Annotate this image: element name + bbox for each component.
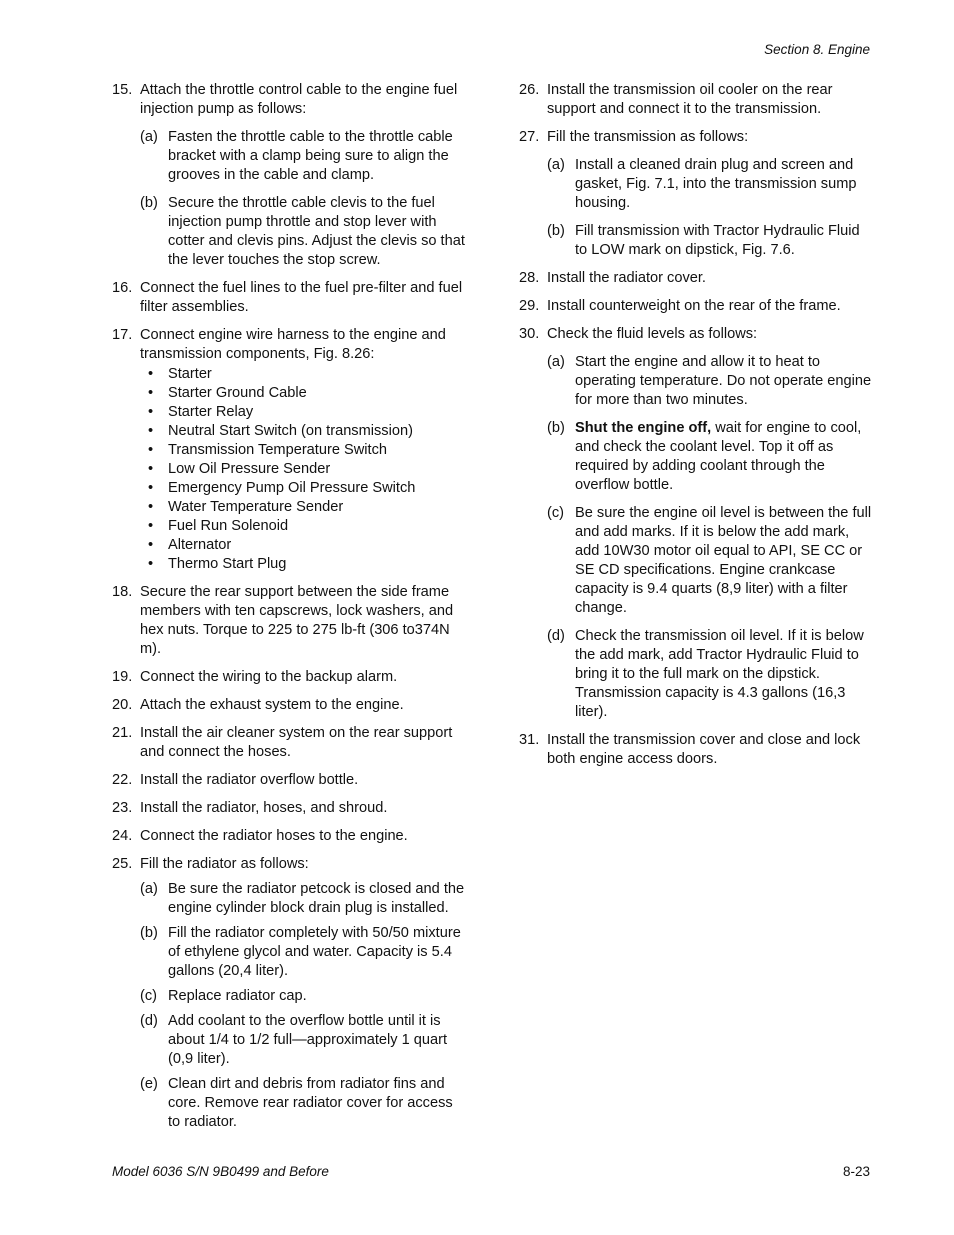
step-18: [112, 583, 468, 659]
step-number: 26.: [519, 82, 540, 98]
substep-30b: [547, 419, 875, 495]
substep-label: (a): [140, 129, 158, 145]
substep-label: (b): [140, 925, 158, 941]
bullet-icon: •: [148, 480, 154, 496]
step-27: [519, 128, 875, 260]
step-text: Install the radiator, hoses, and shroud.: [140, 800, 388, 816]
bullet-icon: •: [148, 461, 154, 477]
step-25: [112, 855, 468, 1132]
substep-text: Start the engine and allow it to heat to operating temperature. Do not operate engine for more than two minutes.: [575, 354, 872, 408]
step-16: [112, 279, 468, 317]
step-text: Install the radiator overflow bottle.: [140, 772, 359, 788]
list-item: • Thermo Start Plug: [148, 556, 287, 572]
substep-label: (a): [140, 881, 158, 897]
substep-text: Be sure the radiator petcock is closed and the engine cylinder block drain plug is installed.: [168, 881, 465, 916]
step-number: 25.: [112, 856, 133, 872]
step-number: 31.: [519, 732, 540, 748]
step-text: Fill the radiator as follows:: [140, 856, 309, 872]
step-text: Connect the fuel lines to the fuel pre-filter and fuel filter assemblies.: [140, 280, 463, 315]
substep-label: (c): [140, 988, 158, 1004]
step-text: Connect engine wire harness to the engine and transmission components, Fig. 8.26:: [140, 327, 446, 362]
list-item: • Low Oil Pressure Sender: [148, 461, 331, 477]
page-footer: [112, 1162, 870, 1181]
step-number: 24.: [112, 828, 133, 844]
step-15: [112, 81, 468, 270]
step-number: 18.: [112, 584, 133, 600]
step-text: Attach the exhaust system to the engine.: [140, 697, 404, 713]
substep-text: Shut the engine off, wait for engine to cool, and check the coolant level. Top it off as required by adding coolant through the overflow bottle.: [575, 420, 862, 493]
list-item: • Neutral Start Switch (on transmission): [148, 423, 413, 439]
substep-text: Fill transmission with Tractor Hydraulic Fluid to LOW mark on dipstick, Fig. 7.6.: [575, 223, 860, 258]
step-text: Fill the transmission as follows:: [547, 129, 749, 145]
list-item: • Water Temperature Sender: [148, 499, 344, 515]
step-number: 21.: [112, 725, 133, 741]
step-31: [519, 731, 875, 769]
bullet-icon: •: [148, 499, 154, 515]
step-number: 15.: [112, 82, 133, 98]
component-list: [140, 365, 468, 574]
bullet-icon: •: [148, 385, 154, 401]
bullet-icon: •: [148, 423, 154, 439]
step-number: 20.: [112, 697, 133, 713]
step-30: [519, 325, 875, 722]
step-number: 16.: [112, 280, 133, 296]
substep-label: (b): [547, 223, 565, 239]
bullet-icon: •: [148, 404, 154, 420]
list-item: • Alternator: [148, 537, 232, 553]
substep-30a: [547, 353, 875, 410]
step-text: Install the transmission oil cooler on the rear support and connect it to the transmission.: [547, 82, 833, 117]
list-item: • Emergency Pump Oil Pressure Switch: [148, 480, 416, 496]
substep-25e: [140, 1075, 468, 1132]
step-21: [112, 724, 468, 762]
step-text: Install the radiator cover.: [547, 270, 706, 286]
bullet-icon: •: [148, 556, 154, 572]
list-item: • Starter Ground Cable: [148, 385, 307, 401]
step-text: Install the air cleaner system on the rear support and connect the hoses.: [140, 725, 453, 760]
list-item: • Transmission Temperature Switch: [148, 442, 387, 458]
running-header: Section 8. Engine: [764, 42, 870, 57]
substep-15b: [140, 194, 468, 270]
substep-25b: [140, 924, 468, 981]
step-29: [519, 297, 875, 316]
step-22: [112, 771, 468, 790]
substep-label: (e): [140, 1076, 158, 1092]
substep-27b: [547, 222, 875, 260]
page-number: 8-23: [842, 1164, 870, 1179]
substep-text: Clean dirt and debris from radiator fins and core. Remove rear radiator cover for access to radiator.: [168, 1076, 453, 1130]
substep-30c: [547, 504, 875, 618]
substep-label: (a): [547, 157, 565, 173]
bullet-icon: •: [148, 442, 154, 458]
step-23: [112, 799, 468, 818]
step-28: [519, 269, 875, 288]
substep-label: (c): [547, 505, 565, 521]
step-number: 28.: [519, 270, 540, 286]
bullet-icon: •: [148, 518, 154, 534]
substep-text: Add coolant to the overflow bottle until it is about 1/4 to 1/2 full—approximately 1 quart (0,9 liter).: [168, 1013, 448, 1067]
list-item: • Fuel Run Solenoid: [148, 518, 289, 534]
step-number: 23.: [112, 800, 133, 816]
step-text: Install the transmission cover and close and lock both engine access doors.: [547, 732, 861, 767]
substep-15a: [140, 128, 468, 185]
substep-label: (b): [140, 195, 158, 211]
substep-25a: [140, 880, 468, 918]
substep-25c: [140, 987, 468, 1006]
substep-text: Fasten the throttle cable to the throttle cable bracket with a clamp being sure to align the grooves in the cable and clamp.: [168, 129, 453, 183]
substep-label: (d): [140, 1013, 158, 1029]
list-item: • Starter Relay: [148, 404, 254, 420]
step-text: Secure the rear support between the side frame members with ten capscrews, lock washers, and hex nuts. Torque to 225 to 275 lb-ft (306 to374N m).: [140, 584, 454, 657]
substep-text: Secure the throttle cable clevis to the fuel injection pump throttle and stop lever with cotter and clevis pins. Adjust the clevis so that the lever touches the stop screw.: [168, 195, 465, 268]
substep-text: Check the transmission oil level. If it is below the add mark, add Tractor Hydraulic Fluid to bring it to the full mark on the dipstick. Transmission capacity is 4.3 gallons (16,3 liter).: [575, 628, 864, 720]
list-item: • Starter: [148, 366, 212, 382]
step-text: Attach the throttle control cable to the engine fuel injection pump as follows:: [140, 82, 458, 117]
step-17: [112, 326, 468, 574]
model-info: Model 6036 S/N 9B0499 and Before: [112, 1164, 329, 1179]
substep-text: Replace radiator cap.: [168, 988, 307, 1004]
bullet-icon: •: [148, 537, 154, 553]
step-number: 19.: [112, 669, 133, 685]
substep-text: Fill the radiator completely with 50/50 mixture of ethylene glycol and water. Capacity is 5.4 gallons (20,4 liter).: [168, 925, 461, 979]
step-number: 17.: [112, 327, 133, 343]
step-text: Connect the radiator hoses to the engine.: [140, 828, 408, 844]
substep-label: (d): [547, 628, 565, 644]
substep-25d: [140, 1012, 468, 1069]
step-20: [112, 696, 468, 715]
bullet-icon: •: [148, 366, 154, 382]
substep-label: (b): [547, 420, 565, 436]
step-number: 29.: [519, 298, 540, 314]
step-number: 22.: [112, 772, 133, 788]
substep-30d: [547, 627, 875, 722]
step-text: Install counterweight on the rear of the frame.: [547, 298, 841, 314]
step-24: [112, 827, 468, 846]
substep-label: (a): [547, 354, 565, 370]
left-column: [112, 81, 468, 1141]
step-number: 27.: [519, 129, 540, 145]
step-text: Connect the wiring to the backup alarm.: [140, 669, 398, 685]
warning-emphasis: Shut the engine off,: [575, 420, 712, 436]
substep-text: Install a cleaned drain plug and screen and gasket, Fig. 7.1, into the transmission sump housing.: [575, 157, 857, 211]
right-column: [519, 81, 875, 778]
step-19: [112, 668, 468, 687]
substep-text: Be sure the engine oil level is between the full and add marks. If it is below the add mark, add 10W30 motor oil equal to API, SE CC or SE CD specifications. Engine crankcase capacity is 9.4 quarts (8,9 liter) with a filter change.: [575, 505, 872, 616]
step-number: 30.: [519, 326, 540, 342]
substep-27a: [547, 156, 875, 213]
step-26: [519, 81, 875, 119]
step-text: Check the fluid levels as follows:: [547, 326, 758, 342]
